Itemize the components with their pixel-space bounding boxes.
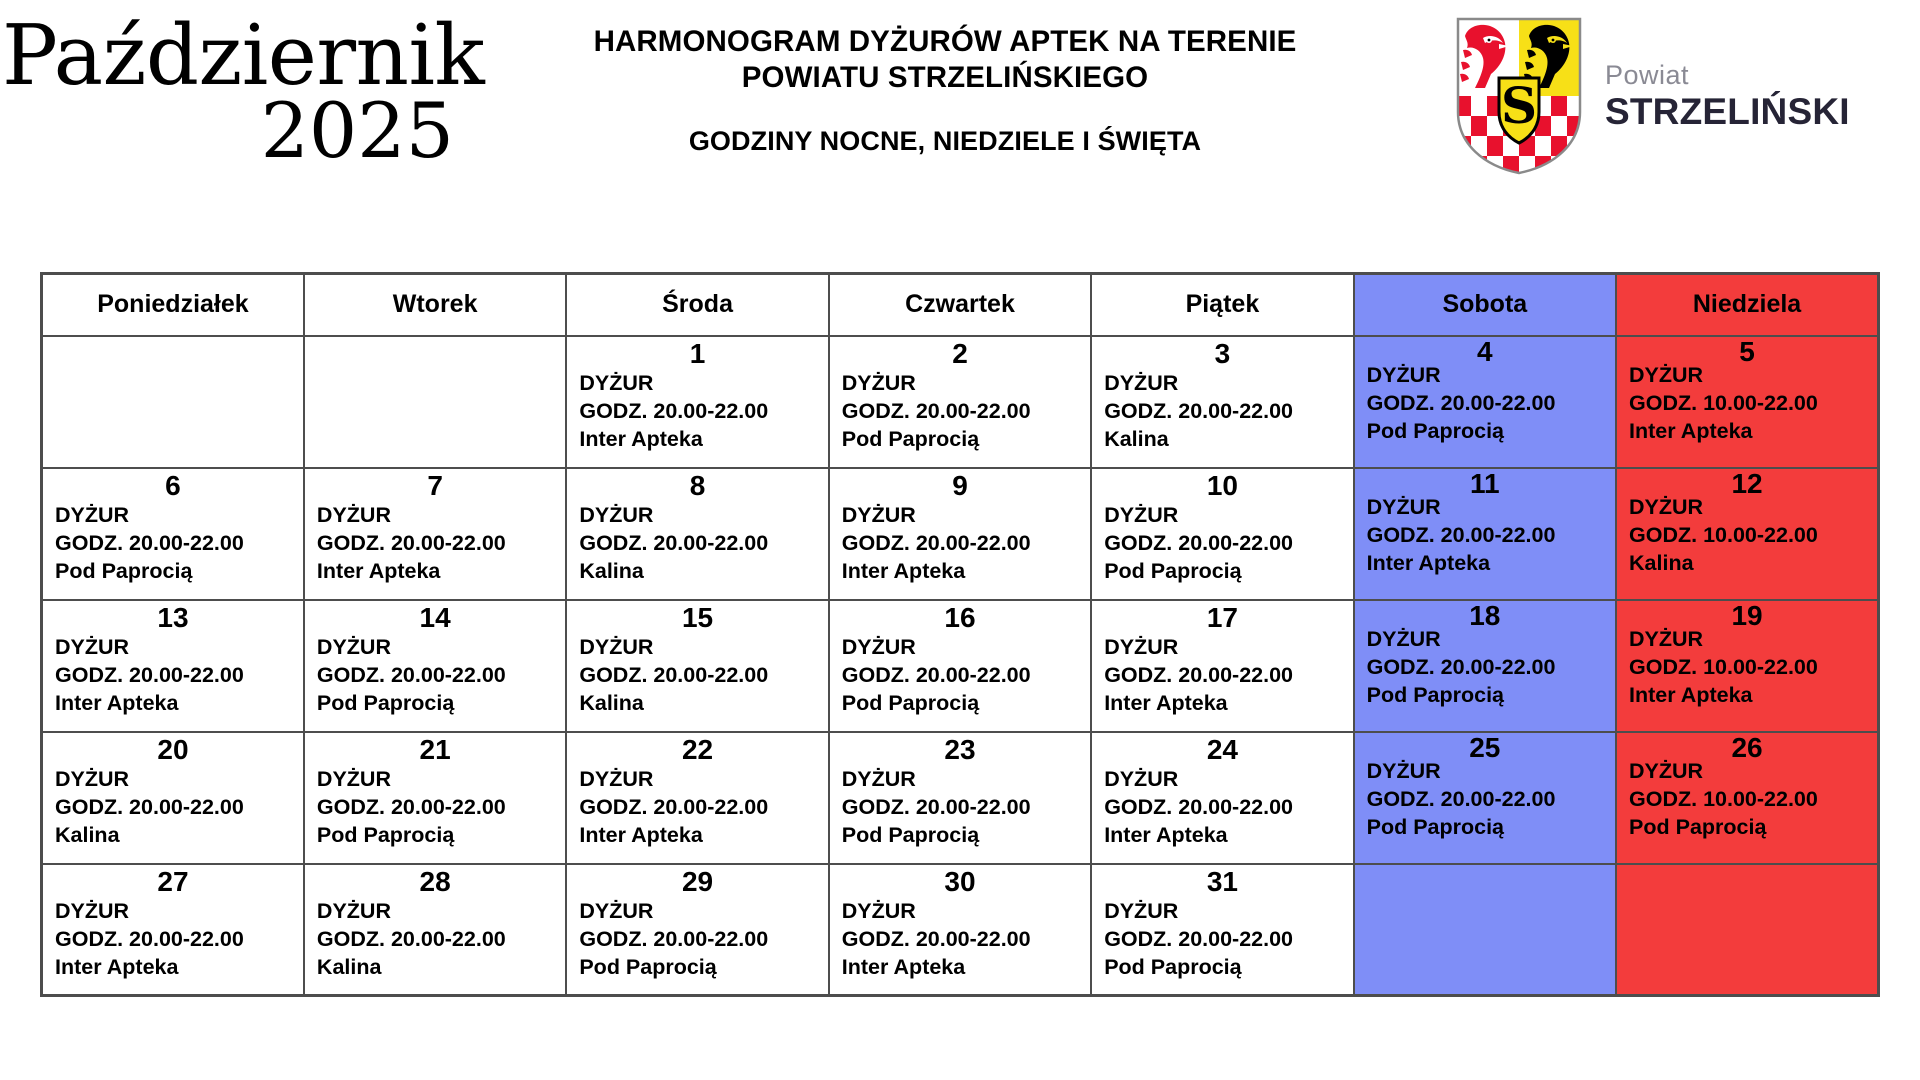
calendar-cell-day-13[interactable]: [42, 600, 304, 732]
heading-line-1: HARMONOGRAM DYŻURÓW APTEK NA TERENIE: [593, 25, 1297, 58]
day-number: 26: [1731, 731, 1763, 763]
calendar-cell-day-27[interactable]: [42, 864, 304, 996]
duty-calendar-table: [40, 272, 1880, 997]
calendar-cell-inner: [1355, 469, 1615, 599]
day-number: 22: [681, 733, 714, 765]
logo-powiat-label: Powiat: [1605, 60, 1690, 90]
duty-info: [842, 765, 1080, 850]
duty-pharmacy: Inter Apteka: [579, 427, 703, 452]
duty-pharmacy: Kalina: [579, 559, 644, 584]
calendar-cell-day-4[interactable]: [1354, 336, 1616, 468]
weekday-header-thursday: Czwartek: [829, 274, 1091, 336]
day-number: 10: [1206, 469, 1238, 501]
duty-hours: GODZ. 20.00-22.00: [316, 530, 506, 555]
calendar-cell-inner: [1617, 469, 1877, 599]
day-number: 15: [681, 601, 714, 633]
calendar-cell-inner: [1092, 469, 1352, 599]
weekday-header-sunday: Niedziela: [1616, 274, 1878, 336]
calendar-cell-inner: [830, 865, 1090, 995]
calendar-cell-day-14[interactable]: [304, 600, 566, 732]
duty-label: DYŻUR: [1366, 362, 1441, 387]
poster-header: [0, 0, 1920, 262]
calendar-cell-empty: [1354, 864, 1616, 996]
calendar-cell-inner: [305, 337, 565, 467]
calendar-cell-day-12[interactable]: [1616, 468, 1878, 600]
calendar-cell-day-2[interactable]: [829, 336, 1091, 468]
duty-label: DYŻUR: [316, 502, 391, 527]
duty-hours: GODZ. 10.00-22.00: [1629, 786, 1818, 811]
duty-label: DYŻUR: [55, 634, 130, 659]
day-number: 7: [427, 469, 443, 501]
duty-label: DYŻUR: [1104, 766, 1179, 791]
duty-hours: GODZ. 20.00-22.00: [579, 794, 769, 819]
calendar-cell-inner: [830, 337, 1090, 467]
duty-label: DYŻUR: [1629, 362, 1704, 387]
day-number: 29: [681, 865, 714, 897]
calendar-cell-day-18[interactable]: [1354, 600, 1616, 732]
calendar-cell-inner: [1355, 733, 1615, 863]
duty-label: DYŻUR: [1629, 758, 1704, 783]
calendar-cell-day-31[interactable]: [1091, 864, 1353, 996]
calendar-cell-empty: [1616, 864, 1878, 996]
duty-hours: GODZ. 20.00-22.00: [1104, 794, 1294, 819]
duty-hours: GODZ. 20.00-22.00: [1104, 662, 1294, 687]
duty-info: [317, 501, 555, 586]
duty-info: [579, 369, 817, 454]
calendar-cell-inner: [43, 337, 303, 467]
day-number: 19: [1731, 599, 1763, 631]
calendar-cell-day-10[interactable]: [1091, 468, 1353, 600]
duty-hours: GODZ. 20.00-22.00: [841, 662, 1031, 687]
duty-pharmacy: Kalina: [579, 691, 644, 716]
duty-label: DYŻUR: [579, 634, 654, 659]
duty-hours: GODZ. 20.00-22.00: [1104, 530, 1294, 555]
duty-pharmacy: Inter Apteka: [1629, 419, 1753, 444]
calendar-cell-inner: [305, 469, 565, 599]
duty-info: [1104, 765, 1342, 850]
duty-hours: GODZ. 20.00-22.00: [55, 530, 244, 555]
calendar-cell-inner: [830, 601, 1090, 731]
calendar-cell-inner: [567, 733, 827, 863]
duty-hours: GODZ. 10.00-22.00: [1629, 654, 1818, 679]
duty-label: DYŻUR: [579, 502, 654, 527]
duty-pharmacy: Pod Paprocią: [841, 427, 980, 452]
duty-label: DYŻUR: [1366, 626, 1441, 651]
calendar-cell-inner: [567, 601, 827, 731]
weekday-header-friday: Piątek: [1091, 274, 1353, 336]
day-number: 11: [1470, 467, 1500, 499]
duty-info: [579, 633, 817, 718]
duty-label: DYŻUR: [841, 766, 916, 791]
calendar-cell-day-1[interactable]: [566, 336, 828, 468]
duty-label: DYŻUR: [1104, 634, 1179, 659]
calendar-week-row: [42, 864, 1879, 996]
duty-info: [1104, 633, 1342, 718]
calendar-cell-day-5[interactable]: [1616, 336, 1878, 468]
duty-info: [1104, 501, 1342, 586]
duty-pharmacy: Inter Apteka: [841, 559, 966, 584]
duty-label: DYŻUR: [579, 370, 654, 395]
county-logo: [1455, 16, 1850, 176]
calendar-cell-day-28[interactable]: [304, 864, 566, 996]
calendar-cell-inner: [1355, 601, 1615, 731]
duty-label: DYŻUR: [1629, 494, 1704, 519]
duty-info: [579, 765, 817, 850]
duty-label: DYŻUR: [1366, 494, 1441, 519]
calendar-cell-day-20[interactable]: [42, 732, 304, 864]
duty-label: DYŻUR: [1104, 502, 1179, 527]
logo-wordmark: [1605, 62, 1850, 130]
duty-hours: GODZ. 20.00-22.00: [1104, 398, 1294, 423]
day-number: 30: [944, 865, 976, 897]
duty-pharmacy: Inter Apteka: [1366, 551, 1491, 576]
calendar-week-row: [42, 600, 1879, 732]
heading-line-2: POWIATU STRZELIŃSKIEGO: [741, 60, 1149, 94]
calendar-cell-inner: [1092, 865, 1352, 995]
duty-info: [1367, 757, 1605, 842]
heading-line-3: GODZINY NOCNE, NIEDZIELE I ŚWIĘTA: [688, 125, 1202, 156]
calendar-cell-day-3[interactable]: [1091, 336, 1353, 468]
calendar-cell-day-15[interactable]: [566, 600, 828, 732]
duty-pharmacy: Pod Paprocią: [579, 955, 717, 980]
calendar-cell-inner: [1617, 865, 1877, 995]
duty-hours: GODZ. 20.00-22.00: [1366, 654, 1556, 679]
duty-hours: GODZ. 20.00-22.00: [841, 926, 1031, 951]
duty-pharmacy: Kalina: [1629, 551, 1694, 576]
coat-of-arms-icon: [1455, 16, 1583, 176]
duty-pharmacy: Pod Paprocią: [316, 691, 455, 716]
duty-info: [317, 765, 555, 850]
duty-pharmacy: Inter Apteka: [55, 955, 179, 980]
calendar-cell-day-22[interactable]: [566, 732, 828, 864]
duty-info: [55, 897, 293, 982]
duty-label: DYŻUR: [316, 766, 391, 791]
duty-pharmacy: Pod Paprocią: [1104, 559, 1242, 584]
duty-info: [317, 633, 555, 718]
duty-info: [579, 897, 817, 982]
duty-label: DYŻUR: [1629, 626, 1704, 651]
duty-pharmacy: Pod Paprocią: [1366, 815, 1505, 840]
day-number: 17: [1206, 601, 1238, 633]
calendar-cell-inner: [43, 601, 303, 731]
duty-pharmacy: Inter Apteka: [316, 559, 441, 584]
duty-pharmacy: Kalina: [316, 955, 382, 980]
duty-info: [1104, 369, 1342, 454]
calendar-cell-day-26[interactable]: [1616, 732, 1878, 864]
day-number: 28: [419, 865, 451, 897]
day-number: 23: [944, 733, 976, 765]
day-number: 16: [944, 601, 976, 633]
duty-label: DYŻUR: [841, 634, 916, 659]
day-number: 20: [157, 733, 189, 765]
weekday-header-monday: Poniedziałek: [42, 274, 304, 336]
duty-label: DYŻUR: [316, 634, 391, 659]
duty-info: [55, 765, 293, 850]
calendar-cell-day-9[interactable]: [829, 468, 1091, 600]
duty-hours: GODZ. 20.00-22.00: [1366, 522, 1556, 547]
calendar-cell-inner: [43, 865, 303, 995]
calendar-cell-inner: [567, 337, 827, 467]
duty-hours: GODZ. 20.00-22.00: [55, 794, 244, 819]
duty-pharmacy: Pod Paprocią: [1629, 815, 1767, 840]
duty-label: DYŻUR: [579, 898, 654, 923]
calendar-cell-inner: [830, 469, 1090, 599]
duty-info: [579, 501, 817, 586]
duty-pharmacy: Inter Apteka: [1104, 823, 1228, 848]
duty-info: [55, 633, 293, 718]
duty-pharmacy: Inter Apteka: [579, 823, 703, 848]
duty-pharmacy: Pod Paprocią: [55, 559, 193, 584]
weekday-header-tuesday: Wtorek: [304, 274, 566, 336]
day-number: 18: [1469, 599, 1501, 631]
day-number: 14: [419, 601, 451, 633]
calendar-cell-inner: [1355, 337, 1615, 467]
duty-info: [1629, 361, 1867, 446]
duty-info: [1629, 493, 1867, 578]
duty-pharmacy: Pod Paprocią: [1104, 955, 1242, 980]
duty-label: DYŻUR: [1104, 898, 1179, 923]
calendar-cell-inner: [567, 865, 827, 995]
calendar-cell-inner: [305, 865, 565, 995]
duty-info: [1367, 361, 1605, 446]
duty-info: [1367, 625, 1605, 710]
duty-hours: GODZ. 20.00-22.00: [1366, 786, 1556, 811]
calendar-cell-day-11[interactable]: [1354, 468, 1616, 600]
day-number: 25: [1469, 731, 1501, 763]
weekday-header-wednesday: Środa: [566, 274, 828, 336]
calendar-body: [42, 336, 1879, 996]
duty-info: [1629, 757, 1867, 842]
month-name: Październik: [2, 7, 485, 104]
duty-info: [55, 501, 293, 586]
calendar-cell-inner: [43, 469, 303, 599]
duty-pharmacy: Pod Paprocią: [316, 823, 455, 848]
calendar-week-row: [42, 336, 1879, 468]
duty-pharmacy: Pod Paprocią: [841, 691, 980, 716]
calendar-cell-inner: [830, 733, 1090, 863]
day-number: 2: [952, 337, 968, 369]
day-number: 27: [157, 865, 189, 897]
month-year: 2025: [260, 86, 454, 176]
duty-hours: GODZ. 20.00-22.00: [841, 530, 1031, 555]
duty-label: DYŻUR: [55, 898, 130, 923]
day-number: 8: [689, 469, 706, 501]
calendar-cell-inner: [1617, 733, 1877, 863]
calendar-cell-empty: [304, 336, 566, 468]
day-number: 31: [1206, 865, 1238, 897]
day-number: 9: [952, 469, 968, 501]
day-number: 4: [1477, 335, 1493, 367]
svg-text:S: S: [1500, 76, 1538, 135]
duty-info: [317, 897, 555, 982]
duty-hours: GODZ. 20.00-22.00: [579, 398, 769, 423]
duty-hours: GODZ. 20.00-22.00: [55, 662, 244, 687]
duty-info: [842, 369, 1080, 454]
duty-hours: GODZ. 20.00-22.00: [1366, 390, 1556, 415]
duty-hours: GODZ. 20.00-22.00: [1104, 926, 1294, 951]
duty-hours: GODZ. 10.00-22.00: [1629, 390, 1818, 415]
duty-label: DYŻUR: [55, 502, 130, 527]
duty-label: DYŻUR: [55, 766, 130, 791]
duty-pharmacy: Kalina: [55, 823, 120, 848]
duty-label: DYŻUR: [841, 370, 916, 395]
duty-info: [842, 633, 1080, 718]
day-number: 21: [419, 733, 451, 765]
duty-pharmacy: Inter Apteka: [1629, 683, 1753, 708]
duty-info: [1629, 625, 1867, 710]
calendar-week-row: [42, 468, 1879, 600]
duty-info: [842, 897, 1080, 982]
duty-label: DYŻUR: [579, 766, 654, 791]
duty-pharmacy: Kalina: [1104, 427, 1169, 452]
day-number: 6: [165, 469, 181, 501]
calendar-cell-day-6[interactable]: [42, 468, 304, 600]
calendar-cell-inner: [1092, 601, 1352, 731]
calendar-cell-inner: [43, 733, 303, 863]
duty-pharmacy: Inter Apteka: [1104, 691, 1228, 716]
calendar-cell-inner: [1617, 337, 1877, 467]
calendar-cell-day-29[interactable]: [566, 864, 828, 996]
duty-info: [842, 501, 1080, 586]
calendar-cell-inner: [1355, 865, 1615, 995]
calendar-cell-inner: [1092, 337, 1352, 467]
duty-info: [1104, 897, 1342, 982]
calendar-cell-inner: [1092, 733, 1352, 863]
calendar-cell-inner: [305, 601, 565, 731]
duty-hours: GODZ. 20.00-22.00: [316, 926, 506, 951]
calendar-cell-day-25[interactable]: [1354, 732, 1616, 864]
calendar-cell-day-21[interactable]: [304, 732, 566, 864]
duty-pharmacy: Pod Paprocią: [1366, 419, 1505, 444]
calendar-cell-day-16[interactable]: [829, 600, 1091, 732]
calendar-cell-inner: [567, 469, 827, 599]
calendar-cell-day-23[interactable]: [829, 732, 1091, 864]
duty-pharmacy: Inter Apteka: [55, 691, 179, 716]
calendar-cell-day-19[interactable]: [1616, 600, 1878, 732]
day-number: 1: [689, 337, 706, 369]
day-number: 12: [1731, 467, 1763, 499]
duty-hours: GODZ. 20.00-22.00: [316, 794, 506, 819]
weekday-header-saturday: Sobota: [1354, 274, 1616, 336]
duty-pharmacy: Pod Paprocią: [1366, 683, 1505, 708]
duty-label: DYŻUR: [841, 898, 916, 923]
calendar-cell-inner: [1617, 601, 1877, 731]
calendar-cell-empty: [42, 336, 304, 468]
duty-pharmacy: Pod Paprocią: [841, 823, 980, 848]
duty-label: DYŻUR: [316, 898, 391, 923]
duty-hours: GODZ. 20.00-22.00: [55, 926, 244, 951]
calendar-cell-day-7[interactable]: [304, 468, 566, 600]
day-number: 13: [157, 601, 189, 633]
calendar-header-row: [42, 274, 1879, 336]
duty-label: DYŻUR: [841, 502, 916, 527]
logo-strzelinski-label: STRZELIŃSKI: [1605, 91, 1850, 132]
duty-pharmacy: Inter Apteka: [841, 955, 966, 980]
duty-hours: GODZ. 20.00-22.00: [579, 926, 769, 951]
calendar-cell-day-24[interactable]: [1091, 732, 1353, 864]
duty-hours: GODZ. 20.00-22.00: [579, 530, 769, 555]
calendar-week-row: [42, 732, 1879, 864]
day-number: 3: [1214, 337, 1231, 369]
schedule-heading: [520, 24, 1370, 157]
day-number: 5: [1739, 335, 1755, 367]
duty-hours: GODZ. 20.00-22.00: [841, 794, 1031, 819]
calendar-cell-inner: [305, 733, 565, 863]
calendar-cell-day-17[interactable]: [1091, 600, 1353, 732]
duty-info: [1367, 493, 1605, 578]
month-title: [0, 7, 540, 176]
calendar-cell-day-8[interactable]: [566, 468, 828, 600]
duty-hours: GODZ. 20.00-22.00: [579, 662, 769, 687]
duty-hours: GODZ. 20.00-22.00: [316, 662, 506, 687]
duty-label: DYŻUR: [1366, 758, 1441, 783]
duty-hours: GODZ. 10.00-22.00: [1629, 522, 1818, 547]
calendar-cell-day-30[interactable]: [829, 864, 1091, 996]
duty-hours: GODZ. 20.00-22.00: [841, 398, 1031, 423]
duty-label: DYŻUR: [1104, 370, 1179, 395]
day-number: 24: [1206, 733, 1238, 765]
